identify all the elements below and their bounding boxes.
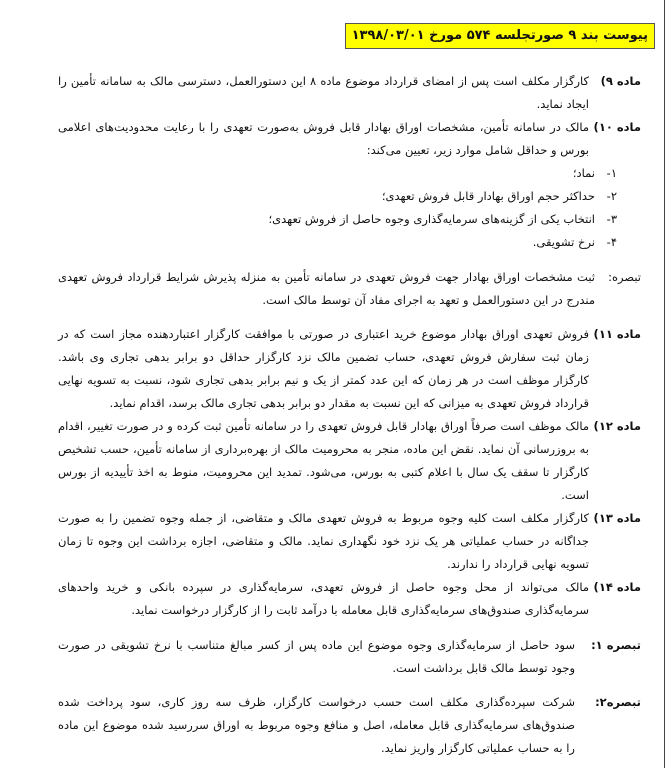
article-14-note-2 — [58, 691, 641, 760]
list-item-text: انتخاب یکی از گزینه‌های سرمایه‌گذاری وجوه حاصل از فروش تعهدی؛ — [268, 212, 595, 226]
document-body — [58, 70, 641, 772]
list-item — [58, 162, 617, 185]
article-text: مالک موظف است صرفاً اوراق بهادار قابل فروش تعهدی را در سامانه تأمین ثبت کرده و در صورت تغییر، اقدام به بروزرسانی آن نماید. نقض این ماده، منجر به محرومیت مالک از بهره‌برداری از سامانه تأمین، حسب تشخیص کارگزار تا سقف یک سال با اعلام کتبی به بورس، می‌شود. تمدید این محرومیت، منوط به اخذ تأییدیه از بورس است. — [58, 419, 589, 502]
note-label: تبصره۲: — [595, 695, 641, 709]
list-item — [58, 185, 617, 208]
list-item — [58, 208, 617, 231]
article-10 — [58, 116, 641, 162]
page-border — [664, 0, 665, 768]
article-14 — [58, 576, 641, 622]
article-12 — [58, 415, 641, 507]
list-item-number: ۳- — [606, 212, 617, 226]
note-text: ثبت مشخصات اوراق بهادار جهت فروش تعهدی در سامانه تأمین به منزله پذیرش شرایط قرارداد فروش تعهدی مندرج در این دستورالعمل و تعهد به اجرای مفاد آن توسط مالک است. — [58, 269, 595, 307]
article-text: مالک می‌تواند از محل وجوه حاصل از فروش تعهدی، سرمایه‌گذاری در سپرده بانکی و خرید واحدهای سرمایه‌گذاری صندوق‌های سرمایه‌گذاری قابل معامله با درآمد ثابت را از کارگزار درخواست نماید. — [58, 580, 589, 617]
list-item — [58, 231, 617, 254]
note-label: تبصره: — [608, 269, 641, 284]
article-label: ماده ۱۱) — [593, 327, 641, 341]
note-text: شرکت سپرده‌گذاری مکلف است حسب درخواست کارگزار، ظرف سه روز کاری، سود پرداخت شده صندوق‌های سرمایه‌گذاری قابل معامله، اصل و منافع وجوه مربوط به اوراق سررسید شده موضوع این ماده را به حساب عملیاتی کارگزار واریز نماید. — [58, 695, 575, 755]
note-label: تبصره ۱: — [591, 637, 641, 652]
list-item-text: نماد؛ — [572, 166, 595, 180]
article-text: مالک در سامانه تأمین، مشخصات اوراق بهادار قابل فروش به‌صورت تعهدی را با رعایت محدودیت‌های اعلامی بورس و حداقل شامل موارد زیر، تعیین می‌کند: — [58, 120, 589, 157]
list-item-number: ۲- — [606, 189, 617, 203]
article-10-note — [58, 266, 641, 312]
article-11 — [58, 323, 641, 415]
list-item-text: نرخ تشویقی. — [532, 235, 595, 249]
article-label: ماده ۱۰) — [593, 120, 641, 134]
article-label: ماده ۱۳) — [593, 511, 641, 525]
article-9 — [58, 70, 641, 116]
list-item-number: ۱- — [606, 166, 617, 180]
article-text: فروش تعهدی اوراق بهادار موضوع خرید اعتباری در صورتی با موافقت کارگزار اعتباردهنده مجاز است که در زمان ثبت سفارش فروش تعهدی، حساب تضمین مالک نزد کارگزار حداقل دو برابر بدهی تجاری وی باشد. کارگزار موظف است در هر زمان که این عدد کمتر از یک و نیم برابر بدهی تجاری شود، نسبت به تسویه نهایی قرارداد فروش تعهدی به میزانی که این نسبت به مقدار دو برابر بدهی تجاری مالک برسد، اقدام نماید. — [58, 327, 589, 410]
article-13 — [58, 507, 641, 576]
article-14-note-1 — [58, 634, 641, 680]
article-text: کارگزار مکلف است پس از امضای قرارداد موضوع ماده ۸ این دستورالعمل، دسترسی مالک به سامانه تأمین را ایجاد نماید. — [58, 74, 590, 111]
article-label: ماده ۱۴) — [593, 580, 641, 594]
article-label: ماده ۱۲) — [593, 419, 641, 433]
list-item-number: ۴- — [606, 235, 617, 249]
list-item-text: حداکثر حجم اوراق بهادار قابل فروش تعهدی؛ — [381, 189, 595, 203]
note-text: سود حاصل از سرمایه‌گذاری وجوه موضوع این ماده پس از کسر مبالغ متناسب با نرخ تشویقی در صورت وجود توسط مالک قابل برداشت است. — [58, 637, 575, 675]
article-10-items — [58, 162, 641, 254]
article-label: ماده ۹) — [600, 74, 641, 88]
article-text: کارگزار مکلف است کلیه وجوه مربوط به فروش تعهدی مالک و متقاضی، از جمله وجوه تضمین را به صورت جداگانه در حساب عملیاتی هر یک نزد خود نگهداری نماید. مالک و متقاضی، اجازه برداشت این وجوه تا زمان تسویه نهایی قرارداد را ندارند. — [58, 511, 589, 571]
attachment-header: پیوست بند ۹ صورتجلسه ۵۷۴ مورخ ۱۳۹۸/۰۳/۰۱ — [345, 23, 655, 49]
